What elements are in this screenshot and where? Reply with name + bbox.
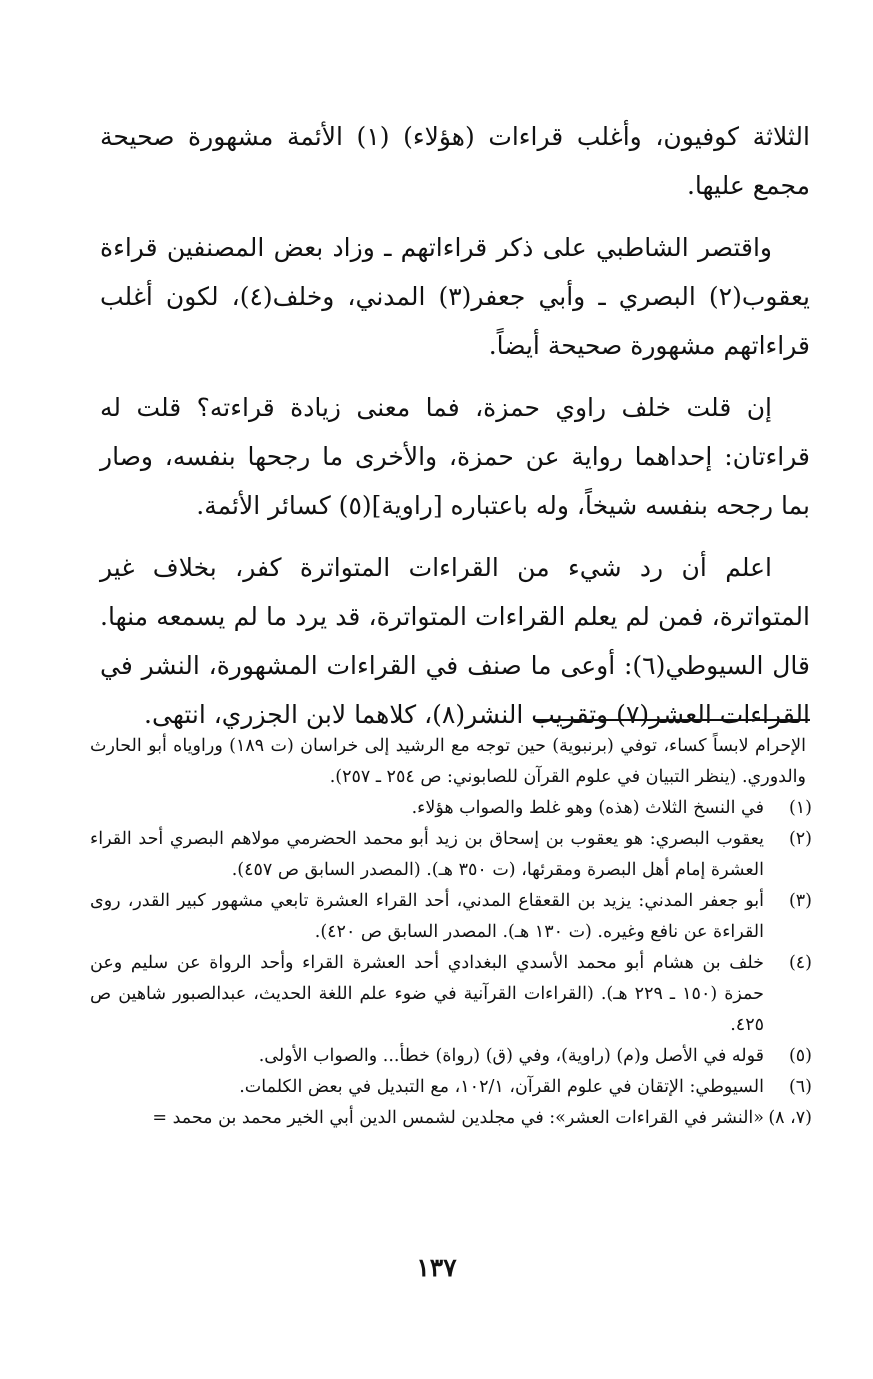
page-number: ١٣٧ [416, 1253, 457, 1282]
main-text [100, 112, 810, 739]
paragraph-2: واقتصر الشاطبي على ذكر قراءاتهم ـ وزاد بعض المصنفين قراءة يعقوب(٢) البصري ـ وأبي جعفر(٣) المدني، وخلف(٤)، لكون أغلب قراءاتهم مشهورة صحيحة أيضاً. [100, 233, 810, 360]
paragraph-1: الثلاثة كوفيون، وأغلب قراءات (هؤلاء) (١) الأئمة مشهورة صحيحة مجمع عليها. [100, 122, 810, 200]
footnote-3 [90, 886, 812, 948]
footnote-number: (٣) [788, 891, 812, 911]
footnote-6 [90, 1072, 812, 1103]
footnote-text: «النشر في القراءات العشر»: في مجلدين لشمس الدين أبي الخير محمد بن محمد = [152, 1108, 764, 1128]
footnote-number: (٢) [788, 829, 812, 849]
footnote-number: (٥) [788, 1046, 812, 1066]
footnote-2 [90, 824, 812, 886]
footnote-divider [535, 719, 810, 721]
footnotes [90, 731, 812, 1134]
footnote-continuation: الإحرام لابساً كساء، توفي (برنبوية) حين توجه مع الرشيد إلى خراسان (ت ١٨٩) وراوياه أبو الحارث والدوري. (ينظر التبيان في علوم القرآن للصابوني: ص ٢٥٤ ـ ٢٥٧). [90, 736, 807, 787]
footnote-number: (٧، ٨) [768, 1108, 812, 1128]
footnote-text: أبو جعفر المدني: يزيد بن القعقاع المدني، أحد القراء العشرة تابعي مشهور كبير القدر، روى القراءة عن نافع وغيره. (ت ١٣٠ هـ). المصدر السابق ص ٤٢٠). [90, 891, 764, 942]
paragraph-4: اعلم أن رد شيء من القراءات المتواترة كفر، بخلاف غير المتواترة، فمن لم يعلم القراءات المتواترة، قد يرد ما لم يسمعه منها. قال السيوطي(٦): أوعى ما صنف في القراءات المشهورة، النشر في القراءات العشر(٧) وتقريب النشر(٨)، كلاهما لابن الجزري، انتهى. [100, 553, 810, 729]
footnote-text: يعقوب البصري: هو يعقوب بن إسحاق بن زيد أبو محمد الحضرمي مولاهم البصري أحد القراء العشرة إمام أهل البصرة ومقرئها، (ت ٣٥٠ هـ). (المصدر السابق ص ٤٥٧). [90, 829, 764, 880]
footnote-number: (١) [788, 798, 812, 818]
footnote-1 [90, 793, 812, 824]
paragraph-3: إن قلت خلف راوي حمزة، فما معنى زيادة قراءته؟ قلت له قراءتان: إحداهما رواية عن حمزة، والأخرى ما رجحها بنفسه، وصار بما رجحه بنفسه شيخاً، وله باعتباره [راوية](٥) كسائر الأئمة. [100, 393, 810, 520]
footnote-number: (٦) [788, 1077, 812, 1097]
footnote-text: السيوطي: الإتقان في علوم القرآن، ١٠٢/١، مع التبديل في بعض الكلمات. [239, 1077, 764, 1097]
footnote-4 [90, 948, 812, 1041]
footnote-text: في النسخ الثلاث (هذه) وهو غلط والصواب هؤلاء. [411, 798, 764, 818]
footnote-text: خلف بن هشام أبو محمد الأسدي البغدادي أحد العشرة القراء وأحد الرواة عن سليم وعن حمزة (١٥٠ ـ ٢٢٩ هـ). (القراءات القرآنية في ضوء علم اللغة الحديث، عبدالصبور شاهين ص ٤٢٥. [90, 953, 764, 1035]
footnote-7-8 [90, 1103, 812, 1134]
footnote-number: (٤) [788, 953, 812, 973]
footnote-text: قوله في الأصل و(م) (راوية)، وفي (ق) (رواة) خطأ... والصواب الأولى. [258, 1046, 764, 1066]
footnote-5 [90, 1041, 812, 1072]
